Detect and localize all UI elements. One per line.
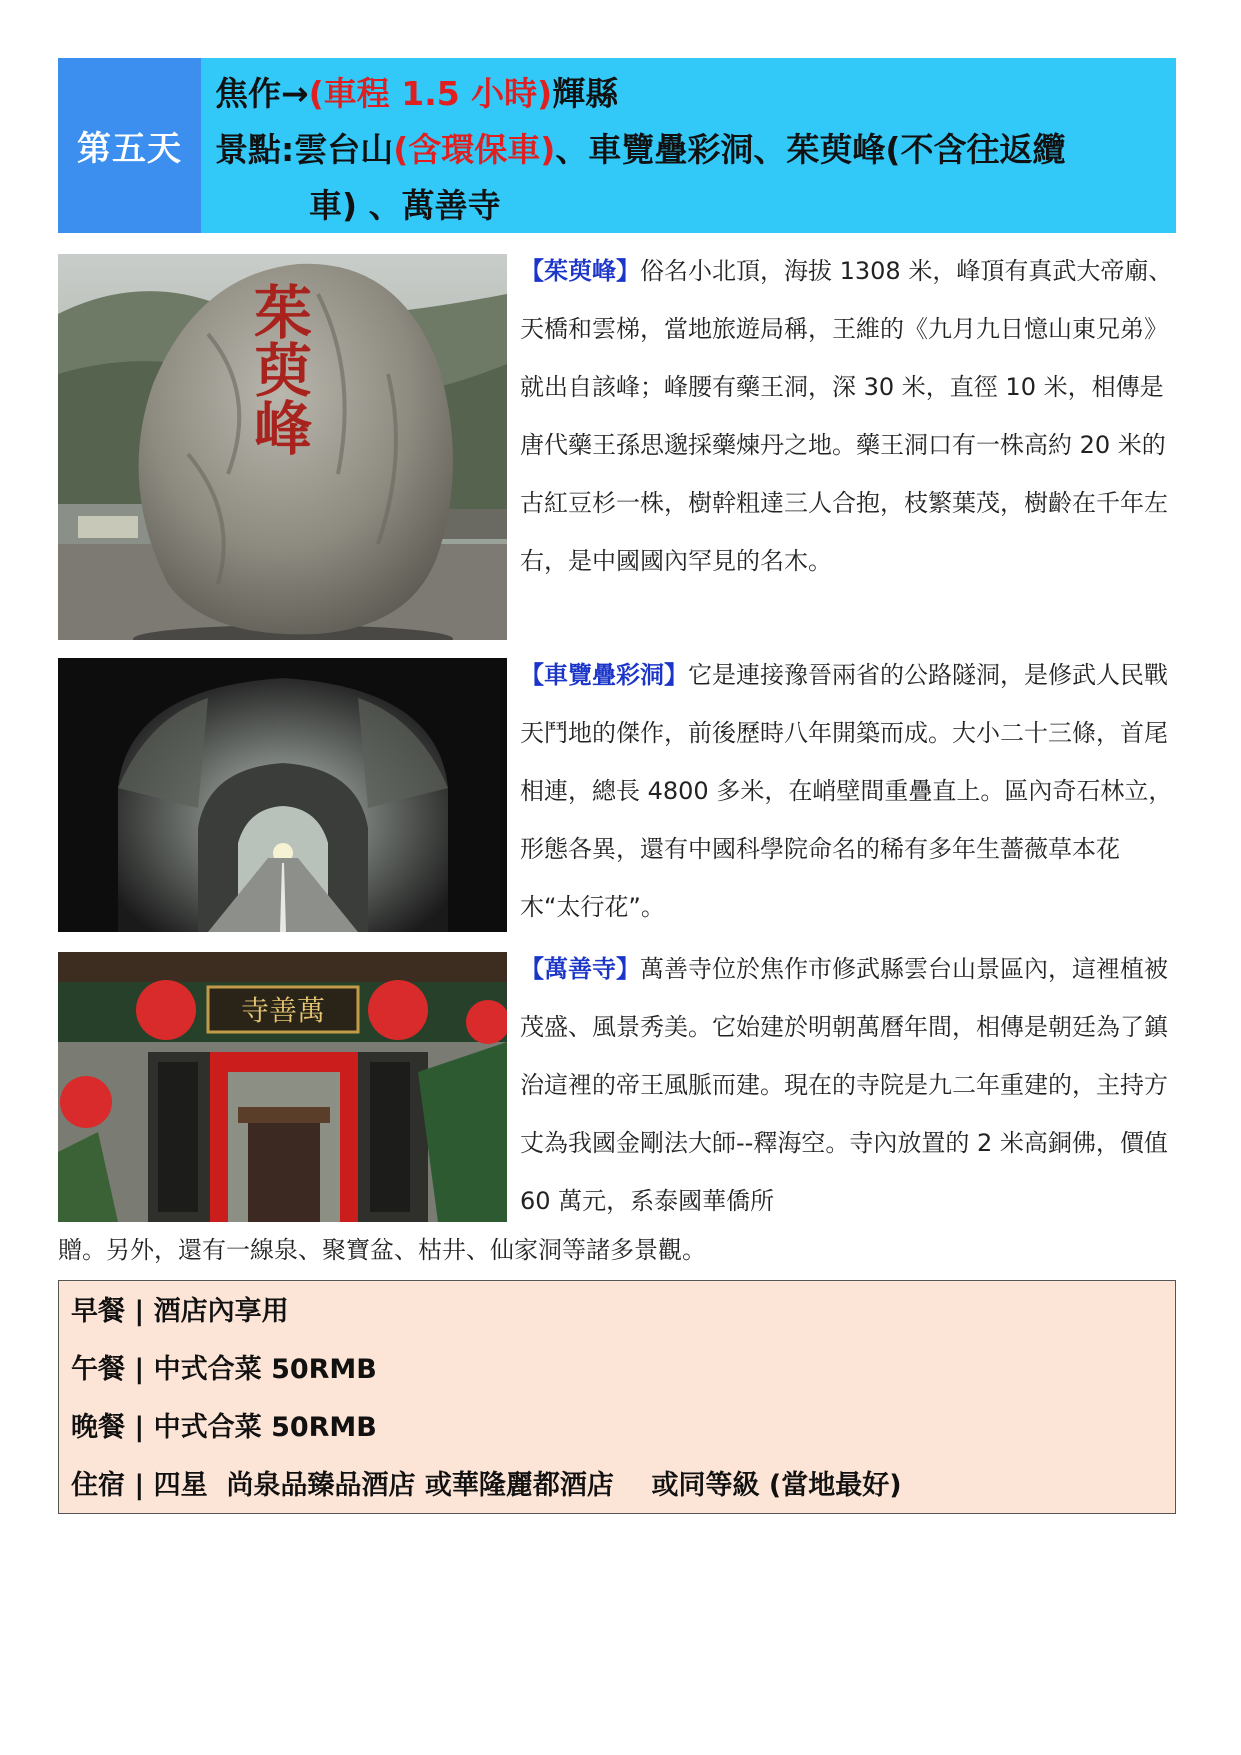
temple-plaque-text <box>241 994 325 1027</box>
meal-row-breakfast: 早餐 | 酒店內享用 <box>71 1296 289 1327</box>
meal-value: 中式合菜 50RMB <box>153 1412 377 1443</box>
meal-label: 晚餐 <box>71 1412 125 1443</box>
svg-text:寺善萬: 寺善萬 <box>240 994 326 1027</box>
meals-accommodation-box <box>58 1280 1176 1514</box>
section-text: 俗名小北頂，海拔 1308 米，峰頂有真武大帝廟、天橋和雲梯，當地旅遊局稱，王維的《九月九日憶山東兄弟》就出自該峰；峰腰有藥王洞，深 30 米，直徑 10 米，相傳是唐代藥王孫思邈採藥煉丹之地。藥王洞口有一株高約 20 米的古紅豆杉一株，樹幹粗達三人合抱，枝繁葉茂，樹齡在千年左右，是中國國內罕見的名木。 <box>520 257 1173 575</box>
section-tag: 【茱萸峰】 <box>520 257 640 285</box>
section-wanshan-temple-tail: 贈。另外，還有一線泉、聚寶盆、枯井、仙家洞等諸多景觀。 <box>58 1236 706 1264</box>
rock-carving-text <box>244 282 312 456</box>
attractions-note: (含環保車) <box>393 130 556 169</box>
title-line-continued: 車) 、萬善寺 <box>309 186 501 225</box>
title-line-route <box>215 66 1166 122</box>
section-zhuyu-peak <box>520 242 1178 590</box>
photo-zhuyu-peak <box>58 254 507 640</box>
section-tag: 【萬善寺】 <box>520 955 640 983</box>
meal-value: 中式合菜 50RMB <box>153 1354 377 1385</box>
title-line-attractions <box>215 122 1166 178</box>
meal-label: 住宿 <box>71 1470 125 1501</box>
section-diecai-tunnel <box>520 646 1178 936</box>
attractions-list: 、車覽疊彩洞、茱萸峰(不含往返纜 <box>555 130 1066 169</box>
attractions-prefix: 景點:雲台山 <box>215 130 394 169</box>
day-label: 第五天 <box>58 58 201 233</box>
route-destination: 輝縣 <box>552 74 619 113</box>
photo-diecai-tunnel <box>58 658 507 932</box>
meal-row-lodging: 住宿 | 四星 尚泉品臻品酒店 或華隆麗都酒店 或同等級 (當地最好) <box>71 1470 902 1501</box>
meal-row-dinner: 晚餐 | 中式合菜 50RMB <box>71 1412 377 1443</box>
day-header <box>58 58 1176 233</box>
meal-row-lunch: 午餐 | 中式合菜 50RMB <box>71 1354 377 1385</box>
meal-label: 早餐 <box>71 1296 125 1327</box>
itinerary-title <box>201 58 1176 233</box>
section-text: 萬善寺位於焦作市修武縣雲台山景區內，這裡植被茂盛、風景秀美。它始建於明朝萬曆年間，相傳是朝廷為了鎮治這裡的帝王風脈而建。現在的寺院是九二年重建的，主持方丈為我國金剛法大師--釋海空。寺內放置的 2 米高銅佛，價值 60 萬元，系泰國華僑所 <box>520 955 1168 1215</box>
route-duration: (車程 1.5 小時) <box>308 74 553 113</box>
meal-value: 酒店內享用 <box>153 1296 289 1327</box>
section-wanshan-temple <box>520 940 1178 1230</box>
photo-wanshan-temple <box>58 952 507 1222</box>
section-tag: 【車覽疊彩洞】 <box>520 661 688 689</box>
meal-label: 午餐 <box>71 1354 125 1385</box>
route-origin: 焦作→ <box>215 74 309 113</box>
meal-value: 四星 尚泉品臻品酒店 或華隆麗都酒店 或同等級 (當地最好) <box>153 1470 902 1501</box>
svg-text:茱萸峰: 茱萸峰 <box>244 282 312 456</box>
section-text: 它是連接豫晉兩省的公路隧洞，是修武人民戰天鬥地的傑作，前後歷時八年開築而成。大小二十三條，首尾相連，總長 4800 多米，在峭壁間重疊直上。區內奇石林立，形態各異，還有中國科學院命名的稀有多年生薔薇草本花木“太行花”。 <box>520 661 1173 921</box>
